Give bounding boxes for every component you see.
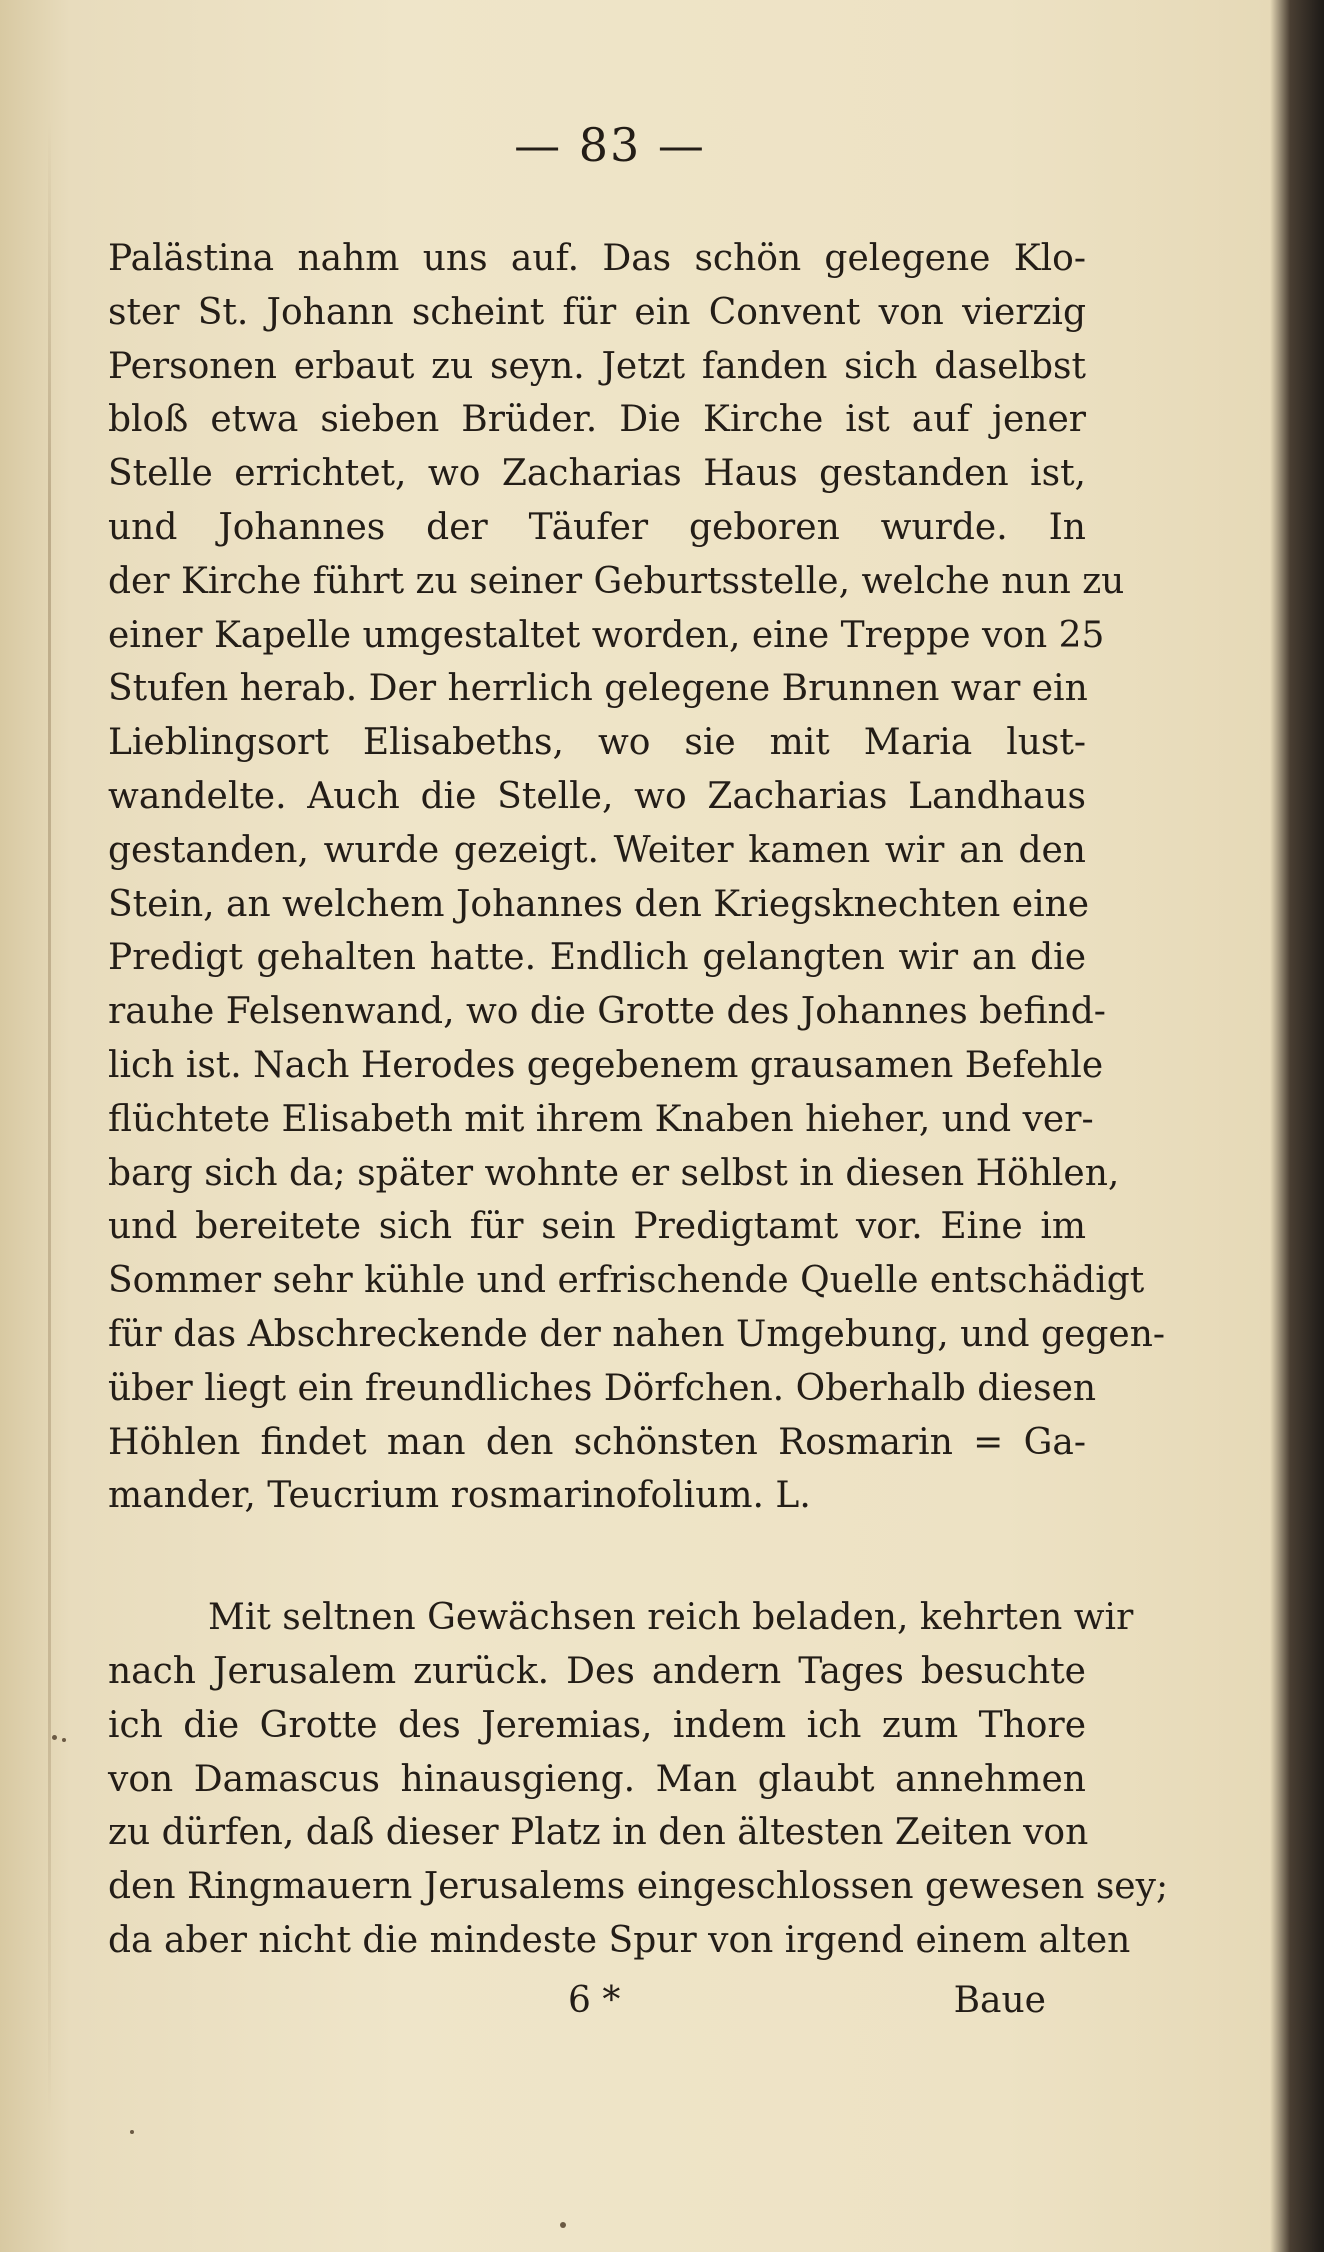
text-line: Höhlen findet man den schönsten Rosmarin = Ga- (108, 1421, 1086, 1463)
paper-speck (130, 2130, 134, 2134)
text-line: wandelte. Auch die Stelle, wo Zacharias Landhaus (108, 775, 1086, 817)
text-line: und Johannes der Täufer geboren wurde. In (108, 506, 1086, 548)
page-gutter-shadow (48, 120, 51, 2120)
text-line: lich ist. Nach Herodes gegebenem grausamen Befehle (108, 1044, 1104, 1086)
signature-mark: 6 * (568, 1980, 621, 2021)
text-line: gestanden, wurde gezeigt. Weiter kamen wir an den (108, 829, 1086, 871)
page-footer (108, 1980, 1086, 2030)
text-line: zu dürfen, daß dieser Platz in den ältesten Zeiten von (108, 1812, 1089, 1854)
paragraph-gap (108, 1523, 1086, 1591)
paper-speck (62, 1738, 66, 1742)
text-line: Palästina nahm uns auf. Das schön gelegene Klo- (108, 238, 1086, 279)
text-line: Mit seltnen Gewächsen reich beladen, kehrten wir (208, 1597, 1134, 1639)
text-line: ster St. Johann scheint für ein Convent von vierzig (108, 291, 1086, 333)
text-line: von Damascus hinausgieng. Man glaubt annehmen (108, 1758, 1086, 1800)
text-line: Stein, an welchem Johannes den Kriegsknechten eine (108, 883, 1090, 925)
paper-speck (560, 2222, 566, 2228)
text-line: da aber nicht die mindeste Spur von irgend einem alten (108, 1919, 1131, 1961)
catchword: Baue (953, 1980, 1046, 2021)
paragraph-2 (108, 1591, 1169, 1968)
text-line: den Ringmauern Jerusalems eingeschlossen gewesen sey; (108, 1866, 1169, 1908)
text-line: Predigt gehalten hatte. Endlich gelangten wir an die (108, 937, 1086, 979)
paper-speck (52, 1735, 57, 1740)
text-line: Stelle errichtet, wo Zacharias Haus gestanden ist, (108, 453, 1086, 495)
text-line: mander, Teucrium rosmarinofolium. L. (108, 1475, 811, 1517)
body-text (108, 232, 1169, 1968)
text-line: einer Kapelle umgestaltet worden, eine Treppe von 25 (108, 614, 1105, 656)
text-line: der Kirche führt zu seiner Geburtsstelle, welche nun zu (108, 560, 1125, 602)
text-line: Sommer sehr kühle und erfrischende Quelle entschädigt (108, 1260, 1145, 1302)
text-line: Lieblingsort Elisabeths, wo sie mit Maria lust- (108, 722, 1086, 764)
text-line: für das Abschreckende der nahen Umgebung, und gegen- (108, 1313, 1166, 1355)
text-line: barg sich da; später wohnte er selbst in diesen Höhlen, (108, 1152, 1120, 1194)
text-line: flüchtete Elisabeth mit ihrem Knaben hieher, und ver- (108, 1098, 1094, 1140)
paragraph-1 (108, 232, 1166, 1523)
text-line: nach Jerusalem zurück. Des andern Tages besuchte (108, 1650, 1086, 1692)
text-line: und bereitete sich für sein Predigtamt vor. Eine im (108, 1206, 1086, 1248)
text-line: ich die Grotte des Jeremias, indem ich zum Thore (108, 1704, 1086, 1746)
text-line: rauhe Felsenwand, wo die Grotte des Johannes befind- (108, 991, 1106, 1033)
text-line: über liegt ein freundliches Dörfchen. Oberhalb diesen (108, 1367, 1097, 1409)
text-line: Stufen herab. Der herrlich gelegene Brunnen war ein (108, 668, 1088, 710)
page-number: — 83 — (514, 118, 706, 172)
text-line: Personen erbaut zu seyn. Jetzt fanden sich daselbst (108, 345, 1086, 387)
text-line: bloß etwa sieben Brüder. Die Kirche ist auf jener (108, 399, 1086, 441)
